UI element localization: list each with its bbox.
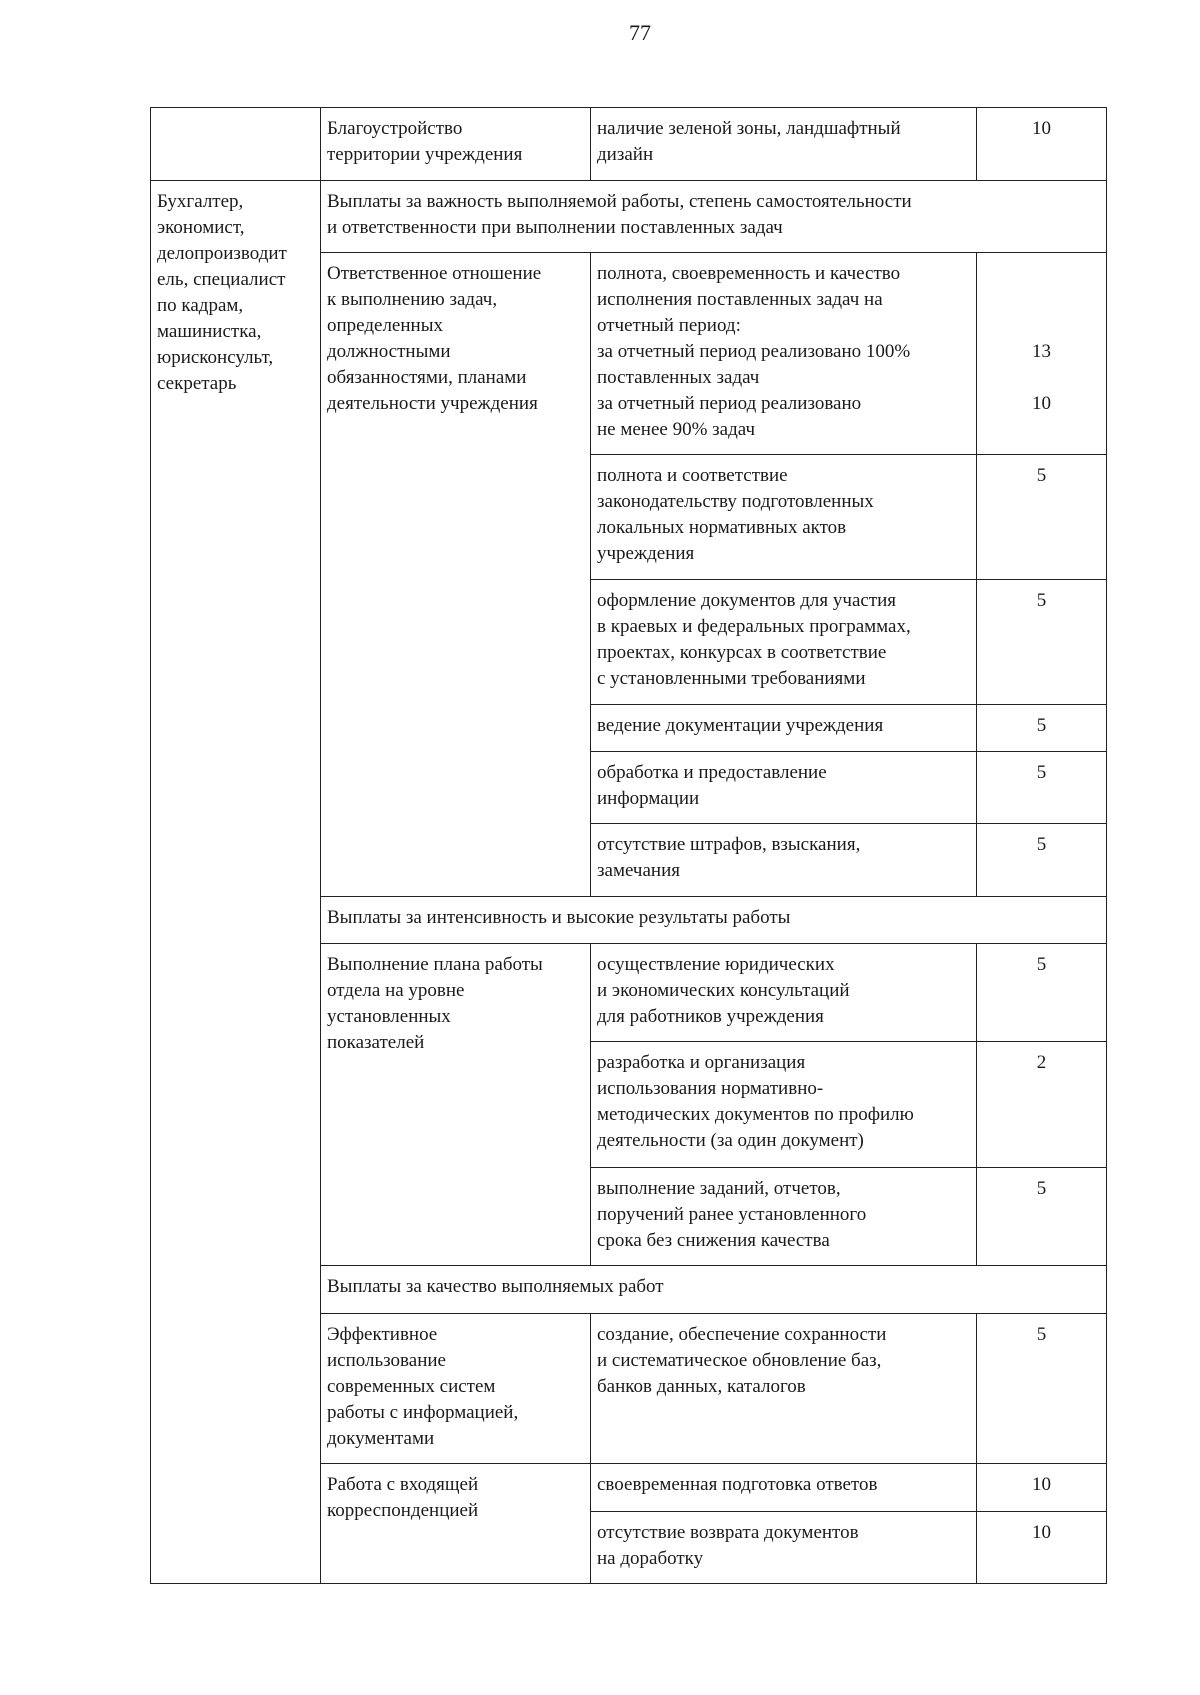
indicator-cell: обработка и предоставление информации <box>591 752 977 824</box>
points-cell: 5 <box>977 944 1107 1042</box>
indicator-cell: выполнение заданий, отчетов, поручений ранее установленного срока без снижения качества <box>591 1168 977 1266</box>
indicator-cell: оформление документов для участия в краевых и федеральных программах, проектах, конкурсах в соответствие с установленными требованиями <box>591 580 977 705</box>
indicator-cell: осуществление юридических и экономических консультаций для работников учреждения <box>591 944 977 1042</box>
points-cell: 5 <box>977 1168 1107 1266</box>
points-cell: 5 <box>977 752 1107 824</box>
points-cell: 5 <box>977 824 1107 897</box>
points-cell: 5 <box>977 580 1107 705</box>
section-header-intensity: Выплаты за интенсивность и высокие результаты работы <box>321 897 1107 944</box>
indicator-cell: разработка и организация использования нормативно- методических документов по профилю деятельности (за один документ) <box>591 1042 977 1168</box>
indicator-cell: полнота, своевременность и качество исполнения поставленных задач на отчетный период: за отчетный период реализовано 100% поставленных задач за отчетный период реализовано не менее 90% задач <box>591 253 977 455</box>
indicator-cell: полнота и соответствие законодательству подготовленных локальных нормативных актов учреждения <box>591 455 977 580</box>
table-row <box>151 108 1107 181</box>
criterion-cell: Работа с входящей корреспонденцией <box>321 1464 591 1584</box>
points-cell: 10 <box>977 1464 1107 1512</box>
section-header-quality: Выплаты за качество выполняемых работ <box>321 1266 1107 1314</box>
points-cell: 10 <box>977 108 1107 181</box>
indicator-cell: наличие зеленой зоны, ландшафтный дизайн <box>591 108 977 181</box>
criterion-cell: Эффективное использование современных систем работы с информацией, документами <box>321 1314 591 1464</box>
points-cell: 10 <box>977 1512 1107 1584</box>
indicator-cell: создание, обеспечение сохранности и систематическое обновление баз, банков данных, каталогов <box>591 1314 977 1464</box>
positions-cell: Бухгалтер, экономист, делопроизводит ель, специалист по кадрам, машинистка, юрисконсульт, секретарь <box>151 181 321 1584</box>
indicator-cell: ведение документации учреждения <box>591 705 977 752</box>
points-cell: 5 <box>977 455 1107 580</box>
criterion-cell: Ответственное отношение к выполнению задач, определенных должностными обязанностями, планами деятельности учреждения <box>321 253 591 897</box>
criterion-cell: Выполнение плана работы отдела на уровне установленных показателей <box>321 944 591 1266</box>
criterion-cell: Благоустройство территории учреждения <box>321 108 591 181</box>
section-row <box>151 181 1107 253</box>
section-header-importance: Выплаты за важность выполняемой работы, степень самостоятельности и ответственности при выполнении поставленных задач <box>321 181 1107 253</box>
page-number: 77 <box>629 20 651 45</box>
position-cell-empty <box>151 108 321 181</box>
criteria-table <box>150 107 1107 1584</box>
indicator-cell: своевременная подготовка ответов <box>591 1464 977 1512</box>
points-cell: 2 <box>977 1042 1107 1168</box>
points-cell: 5 <box>977 1314 1107 1464</box>
points-cell: 5 <box>977 705 1107 752</box>
indicator-cell: отсутствие возврата документов на доработку <box>591 1512 977 1584</box>
indicator-cell: отсутствие штрафов, взыскания, замечания <box>591 824 977 897</box>
points-cell: 13 10 <box>977 253 1107 455</box>
